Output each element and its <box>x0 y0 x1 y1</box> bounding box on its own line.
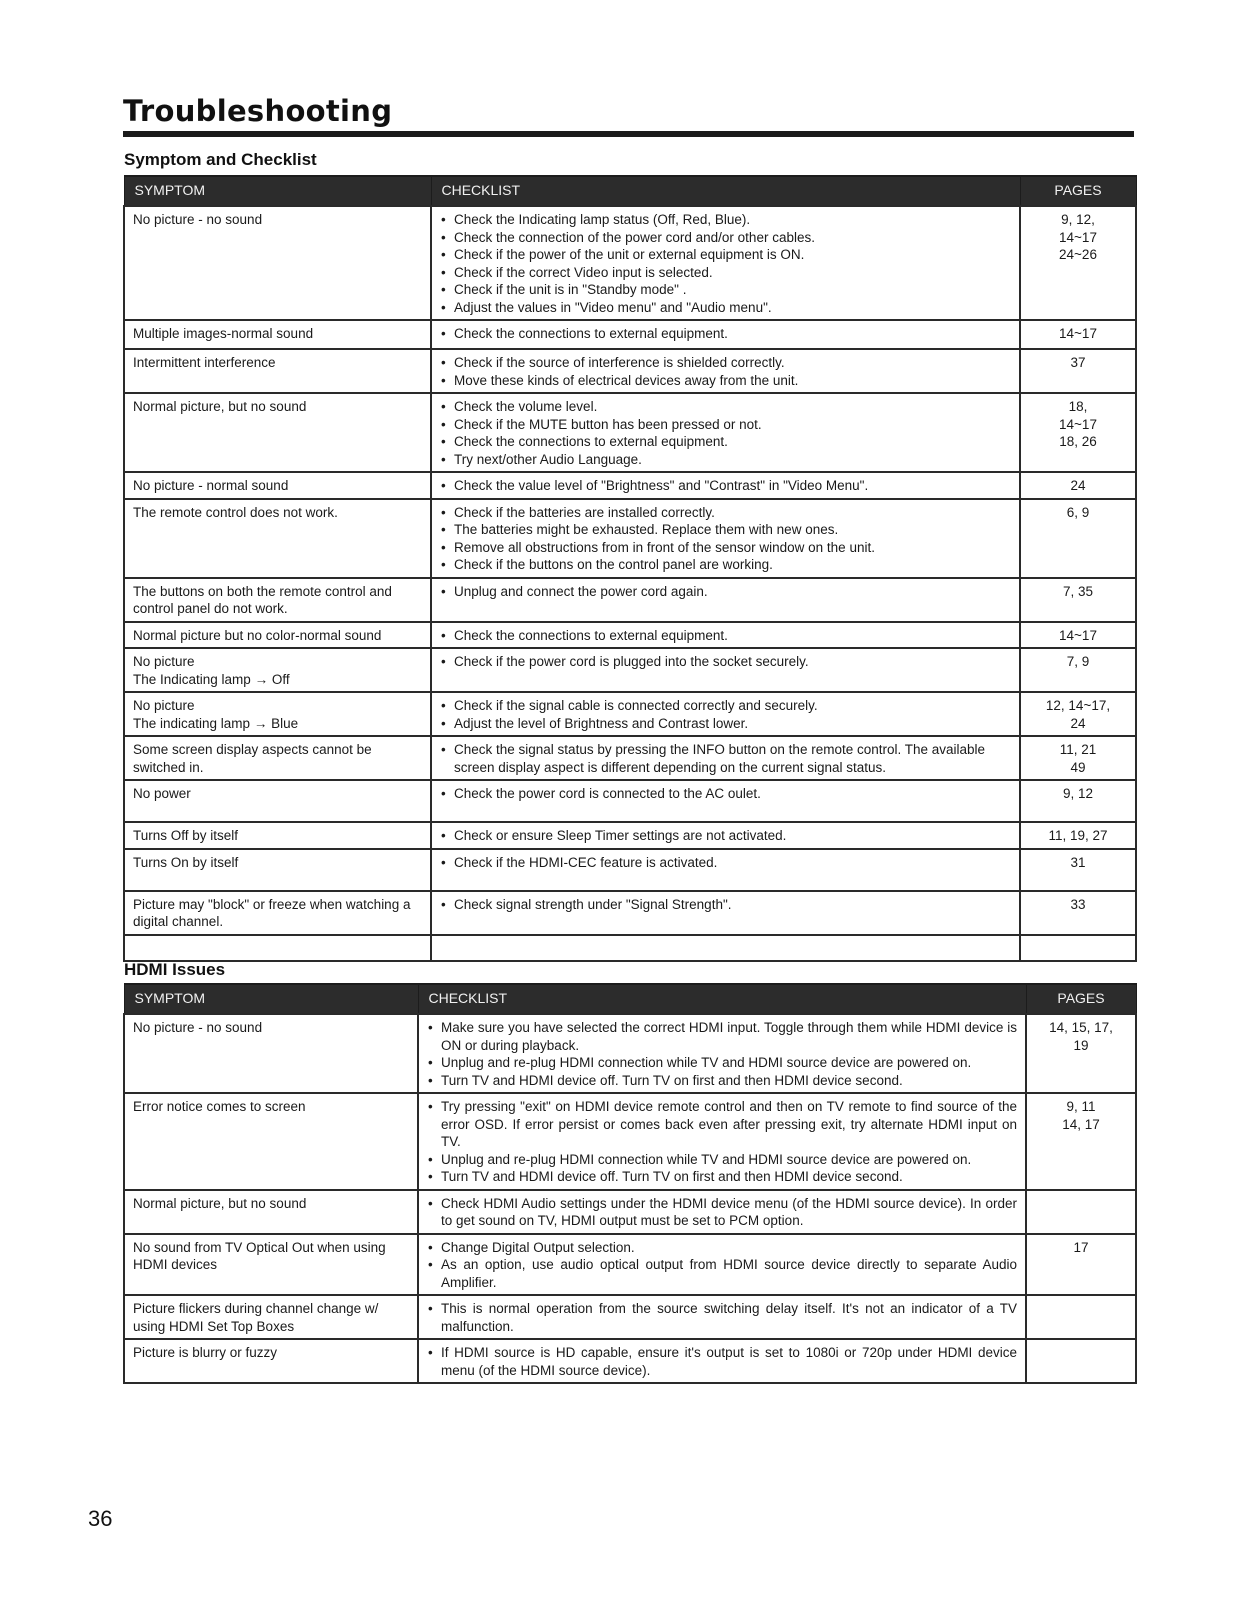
pages-cell <box>1026 1190 1136 1234</box>
table-row <box>124 849 1136 891</box>
checklist-list <box>440 398 1011 468</box>
table-row <box>124 349 1136 393</box>
symptom-text: Intermittent interference <box>133 355 276 370</box>
table-row <box>124 1339 1136 1383</box>
symptom-text: Picture is blurry or fuzzy <box>133 1345 278 1360</box>
page-reference: 31 <box>1070 854 1086 870</box>
pages-cell <box>1020 393 1136 472</box>
checklist-list <box>427 1300 1017 1335</box>
pages-cell <box>1020 648 1136 692</box>
checklist-list <box>440 653 1011 671</box>
checklist-item: • Check the connections to external equipment. <box>440 433 1011 451</box>
checklist-list <box>427 1195 1017 1230</box>
table-row <box>124 1014 1136 1093</box>
symptom-cell <box>124 692 431 736</box>
pages-cell <box>1020 822 1136 849</box>
symptom-text: No picture - no sound <box>133 212 263 227</box>
table-row <box>124 822 1136 849</box>
symptom-text: Error notice comes to screen <box>133 1099 306 1114</box>
symptom-text: Normal picture but no color-normal sound <box>133 627 382 643</box>
checklist-cell <box>431 935 1020 962</box>
pages-cell <box>1020 499 1136 578</box>
symptom-text: The Indicating lamp → Off <box>133 671 290 687</box>
symptom-text: The buttons on both the remote control and control panel do not work. <box>133 583 392 616</box>
table-row <box>124 1093 1136 1190</box>
checklist-cell <box>418 1339 1026 1383</box>
symptom-text: The indicating lamp → Blue <box>133 715 299 731</box>
checklist-item: • Check signal strength under "Signal Strength". <box>440 896 1011 914</box>
page-number: 36 <box>88 1506 113 1531</box>
pages-cell <box>1026 1014 1136 1093</box>
page-reference: 17 <box>1073 1239 1089 1255</box>
pages-cell <box>1020 622 1136 649</box>
checklist-item: • Check if the buttons on the control panel are working. <box>440 556 1011 574</box>
pages-cell <box>1026 1093 1136 1190</box>
pages-cell <box>1026 1339 1136 1383</box>
pages-header: PAGES <box>1026 984 1136 1015</box>
checklist-item: • Check if the signal cable is connected correctly and securely. <box>440 697 1011 715</box>
checklist-item: • Check if the power cord is plugged into the socket securely. <box>440 653 1011 671</box>
checklist-item: • Check the connection of the power cord and/or other cables. <box>440 229 1011 247</box>
checklist-item: • Change Digital Output selection. <box>427 1239 1017 1257</box>
page-reference: 11, 21 <box>1059 742 1097 757</box>
table-row <box>124 1234 1136 1296</box>
checklist-cell <box>431 780 1020 822</box>
checklist-item: • Unplug and re-plug HDMI connection while TV and HDMI source device are powered on. <box>427 1054 1017 1072</box>
page-title: Troubleshooting <box>123 94 393 128</box>
pages-cell <box>1020 206 1136 320</box>
symptom-text: Picture may "block" or freeze when watching a digital channel. <box>133 896 411 929</box>
symptom-cell <box>124 1190 418 1234</box>
symptom-text: No power <box>133 786 191 801</box>
checklist-item: • The batteries might be exhausted. Replace them with new ones. <box>440 521 1011 539</box>
checklist-item: • Check if the source of interference is shielded correctly. <box>440 354 1011 372</box>
pages-cell <box>1020 320 1136 349</box>
table-row <box>124 499 1136 578</box>
hdmi-issues-body <box>124 1014 1136 1383</box>
checklist-cell <box>431 393 1020 472</box>
page-reference: 14~17 <box>1059 627 1097 643</box>
page-reference: 14~17 <box>1059 326 1097 341</box>
page-reference: 14, 17 <box>1062 1116 1100 1132</box>
checklist-cell <box>431 578 1020 622</box>
page-reference: 18, <box>1068 399 1088 414</box>
symptom-cell <box>124 578 431 622</box>
checklist-item: • Turn TV and HDMI device off. Turn TV on first and then HDMI device second. <box>427 1168 1017 1186</box>
checklist-cell <box>418 1295 1026 1339</box>
checklist-item: • Check the volume level. <box>440 398 1011 416</box>
symptom-text: Turns Off by itself <box>133 828 239 843</box>
checklist-cell <box>431 622 1020 649</box>
page-reference: 33 <box>1070 896 1086 912</box>
page-reference: 12, 14~17, <box>1045 698 1111 713</box>
table-row <box>124 780 1136 822</box>
checklist-list <box>440 211 1011 316</box>
symptom-cell <box>124 891 431 935</box>
pages-cell <box>1020 472 1136 499</box>
symptom-cell <box>124 206 431 320</box>
table-row <box>124 648 1136 692</box>
page-reference: 18, 26 <box>1059 434 1097 449</box>
symptom-cell <box>124 822 431 849</box>
pages-cell <box>1020 780 1136 822</box>
checklist-list <box>427 1344 1017 1379</box>
table-row <box>124 622 1136 649</box>
symptom-cell <box>124 472 431 499</box>
checklist-item: • Try pressing "exit" on HDMI device remote control and then on TV remote to find source of the error OSD. If error persist or comes back even after pressing exit, try alternate HDMI input on TV. <box>427 1098 1017 1151</box>
checklist-list <box>440 354 1011 389</box>
checklist-item: • Check if the unit is in "Standby mode" . <box>440 281 1011 299</box>
page-reference: 24~26 <box>1059 247 1097 262</box>
checklist-list <box>440 504 1011 574</box>
checklist-list <box>440 583 1011 601</box>
checklist-cell <box>418 1190 1026 1234</box>
checklist-list <box>427 1098 1017 1186</box>
symptom-checklist-body <box>124 206 1136 961</box>
pages-cell <box>1020 692 1136 736</box>
symptom-cell <box>124 393 431 472</box>
checklist-cell <box>431 472 1020 499</box>
checklist-cell <box>418 1234 1026 1296</box>
symptom-text: Normal picture, but no sound <box>133 399 307 414</box>
hdmi-issues-title: HDMI Issues <box>124 960 226 979</box>
table-row <box>124 736 1136 780</box>
title-rule <box>123 131 1134 137</box>
checklist-list <box>440 627 1011 645</box>
checklist-list <box>440 477 1011 495</box>
symptom-checklist-table <box>123 175 1137 962</box>
table-row <box>124 891 1136 935</box>
symptom-cell <box>124 1093 418 1190</box>
checklist-cell <box>431 822 1020 849</box>
checklist-item: • Adjust the level of Brightness and Contrast lower. <box>440 715 1011 733</box>
checklist-cell <box>431 891 1020 935</box>
page-reference: 9, 12, <box>1061 212 1095 227</box>
checklist-header: CHECKLIST <box>418 984 1026 1015</box>
symptom-cell <box>124 349 431 393</box>
symptom-cell <box>124 499 431 578</box>
checklist-cell <box>431 349 1020 393</box>
checklist-item: • Check the connections to external equipment. <box>440 325 1011 343</box>
checklist-list <box>440 325 1011 343</box>
page-reference: 6, 9 <box>1066 504 1090 520</box>
checklist-item: • Check if the correct Video input is selected. <box>440 264 1011 282</box>
pages-cell <box>1020 891 1136 935</box>
checklist-item: • Unplug and re-plug HDMI connection while TV and HDMI source device are powered on. <box>427 1151 1017 1169</box>
symptom-cell <box>124 1295 418 1339</box>
symptom-cell <box>124 622 431 649</box>
page-reference: 24 <box>1070 715 1086 731</box>
checklist-cell <box>431 736 1020 780</box>
symptom-text: No picture - no sound <box>133 1020 263 1035</box>
pages-cell <box>1020 578 1136 622</box>
checklist-item: • Turn TV and HDMI device off. Turn TV on first and then HDMI device second. <box>427 1072 1017 1090</box>
checklist-item: • Check the value level of "Brightness" and "Contrast" in "Video Menu". <box>440 477 1011 495</box>
table-header-row <box>124 984 1136 1015</box>
table-row <box>124 692 1136 736</box>
checklist-list <box>427 1019 1017 1089</box>
checklist-item: • Check the power cord is connected to the AC oulet. <box>440 785 1011 803</box>
symptom-cell <box>124 935 431 962</box>
checklist-list <box>440 741 1011 776</box>
page-reference: 7, 9 <box>1066 654 1090 669</box>
symptom-text: No picture <box>133 698 195 713</box>
symptom-cell <box>124 320 431 349</box>
checklist-item: • Move these kinds of electrical devices away from the unit. <box>440 372 1011 390</box>
page-reference: 49 <box>1070 759 1086 775</box>
checklist-item: • Unplug and connect the power cord again. <box>440 583 1011 601</box>
checklist-item: • Check the Indicating lamp status (Off, Red, Blue). <box>440 211 1011 229</box>
table-row <box>124 393 1136 472</box>
symptom-text: Turns On by itself <box>133 854 239 870</box>
pages-cell <box>1020 935 1136 962</box>
checklist-cell <box>431 648 1020 692</box>
pages-cell <box>1026 1295 1136 1339</box>
checklist-cell <box>431 692 1020 736</box>
table-row <box>124 1190 1136 1234</box>
checklist-cell <box>418 1093 1026 1190</box>
checklist-list <box>427 1239 1017 1292</box>
table-row <box>124 935 1136 962</box>
checklist-cell <box>418 1014 1026 1093</box>
symptom-cell <box>124 1014 418 1093</box>
symptom-text: The remote control does not work. <box>133 504 338 520</box>
symptom-cell <box>124 736 431 780</box>
checklist-cell <box>431 849 1020 891</box>
page-reference: 14~17 <box>1059 229 1097 245</box>
checklist-item: • Check if the power of the unit or external equipment is ON. <box>440 246 1011 264</box>
symptom-text: Some screen display aspects cannot be switched in. <box>133 742 372 775</box>
symptom-checklist-title: Symptom and Checklist <box>124 150 317 169</box>
symptom-text: No picture - normal sound <box>133 478 289 493</box>
page-reference: 9, 11 <box>1066 1099 1096 1114</box>
page-reference: 14, 15, 17, <box>1049 1020 1113 1035</box>
symptom-cell <box>124 1339 418 1383</box>
pages-header: PAGES <box>1020 176 1136 207</box>
hdmi-issues-table <box>123 983 1137 1384</box>
symptom-cell <box>124 849 431 891</box>
checklist-item: • Try next/other Audio Language. <box>440 451 1011 469</box>
checklist-header: CHECKLIST <box>431 176 1020 207</box>
checklist-cell <box>431 320 1020 349</box>
page-reference: 9, 12 <box>1062 786 1094 801</box>
pages-cell <box>1020 736 1136 780</box>
symptom-text: Normal picture, but no sound <box>133 1195 307 1211</box>
checklist-list <box>440 827 1011 845</box>
checklist-item: • Make sure you have selected the correct HDMI input. Toggle through them while HDMI device is ON or during playback. <box>427 1019 1017 1054</box>
symptom-text: Picture flickers during channel change w/ using HDMI Set Top Boxes <box>133 1301 379 1334</box>
checklist-item: • Check the connections to external equipment. <box>440 627 1011 645</box>
page-reference: 7, 35 <box>1062 583 1094 599</box>
page-reference: 19 <box>1073 1037 1089 1053</box>
symptom-text: No sound from TV Optical Out when using HDMI devices <box>133 1239 386 1272</box>
checklist-list <box>440 896 1011 914</box>
symptom-cell <box>124 780 431 822</box>
page-reference: 14~17 <box>1059 416 1097 432</box>
pages-cell <box>1026 1234 1136 1296</box>
pages-cell <box>1020 349 1136 393</box>
checklist-item: • Check or ensure Sleep Timer settings are not activated. <box>440 827 1011 845</box>
pages-cell <box>1020 849 1136 891</box>
checklist-item: • Remove all obstructions from in front of the sensor window on the unit. <box>440 539 1011 557</box>
checklist-list <box>440 785 1011 803</box>
checklist-item: • As an option, use audio optical output from HDMI source device directly to separate Audio Amplifier. <box>427 1256 1017 1291</box>
page-reference: 11, 19, 27 <box>1048 828 1108 843</box>
checklist-cell <box>431 499 1020 578</box>
symptom-cell <box>124 1234 418 1296</box>
symptom-header: SYMPTOM <box>124 984 418 1015</box>
checklist-item: • Check if the HDMI-CEC feature is activated. <box>440 854 1011 872</box>
checklist-item: • Check if the batteries are installed correctly. <box>440 504 1011 522</box>
table-header-row <box>124 176 1136 207</box>
checklist-item: • Adjust the values in "Video menu" and "Audio menu". <box>440 299 1011 317</box>
table-row <box>124 320 1136 349</box>
table-row <box>124 206 1136 320</box>
table-row <box>124 578 1136 622</box>
symptom-text: Multiple images-normal sound <box>133 326 314 341</box>
checklist-item: • Check the signal status by pressing the INFO button on the remote control. The available screen display aspect is different depending on the current signal status. <box>440 741 1011 776</box>
checklist-cell <box>431 206 1020 320</box>
table-row <box>124 472 1136 499</box>
checklist-item: • If HDMI source is HD capable, ensure it's output is set to 1080i or 720p under HDMI device menu (of the HDMI source device). <box>427 1344 1017 1379</box>
symptom-cell <box>124 648 431 692</box>
page-reference: 24 <box>1070 478 1086 493</box>
checklist-item: • This is normal operation from the source switching delay itself. It's not an indicator of a TV malfunction. <box>427 1300 1017 1335</box>
table-row <box>124 1295 1136 1339</box>
symptom-text: No picture <box>133 654 195 669</box>
symptom-header: SYMPTOM <box>124 176 431 207</box>
checklist-item: • Check if the MUTE button has been pressed or not. <box>440 416 1011 434</box>
checklist-list <box>440 854 1011 872</box>
checklist-item: • Check HDMI Audio settings under the HDMI device menu (of the HDMI source device). In order to get sound on TV, HDMI output must be set to PCM option. <box>427 1195 1017 1230</box>
checklist-list <box>440 697 1011 732</box>
page-reference: 37 <box>1070 355 1086 370</box>
